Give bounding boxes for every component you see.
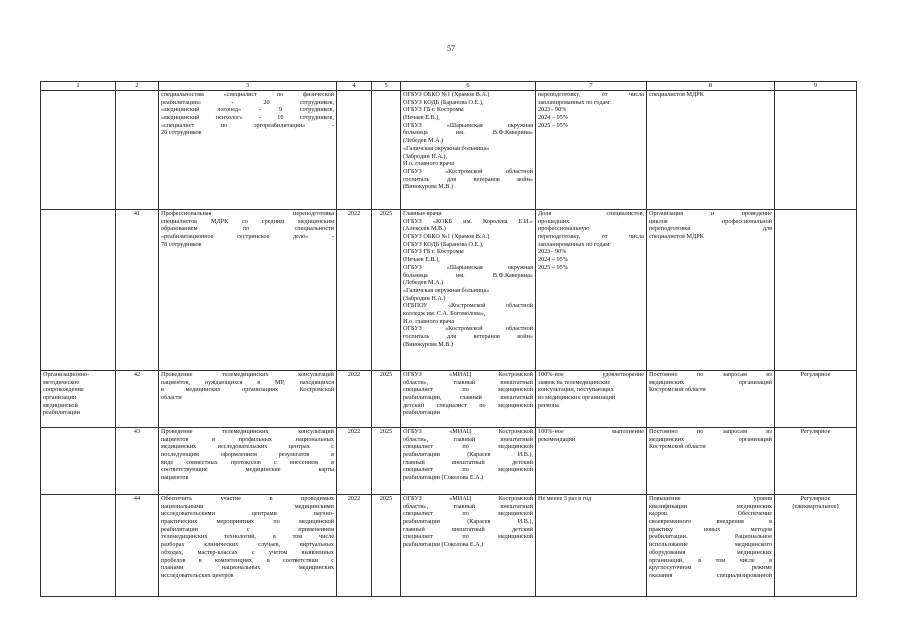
text-line: Не менее 3 раз в год (538, 495, 592, 502)
table-row (41, 371, 857, 428)
text-line: планами национальных медицинских (161, 564, 334, 572)
text-line: реабилитации, главный внештатный (403, 394, 533, 402)
indicator-cell (536, 91, 647, 210)
text-line: ОГБУЗ «МИАЦ Костромской (403, 428, 533, 435)
text-line: профессиональную (538, 225, 590, 233)
text-line: главный внештатный детский (403, 525, 533, 533)
text-line: реабилитации. Рациональное (649, 533, 772, 541)
text-line: из медицинских организаций (538, 394, 616, 402)
item-number-cell: 41 (116, 210, 159, 371)
text-line: организации (43, 394, 77, 402)
text-line: переподготовку, от числа (538, 91, 644, 98)
text-line: пациентов, нуждающихся в МР, находящихся (161, 378, 334, 386)
text-line: медицинской (43, 401, 78, 409)
text-line: специалист по медицинской (403, 510, 533, 518)
responsible-cell (401, 210, 536, 371)
text-line: медицинских организаций (649, 378, 772, 386)
text-line: госпиталь для ветеранов войн» (403, 175, 533, 183)
text-line: разборах клинических случаев, виртуальных (161, 541, 334, 549)
text-line: использование медицинского (649, 541, 772, 549)
area-cell (41, 210, 116, 371)
end-year-cell: 2025 (372, 495, 401, 597)
text-line: своевременного внедрения в (649, 518, 772, 526)
text-line: Обеспечить участие в проводимых (161, 495, 334, 502)
text-line: запланированных по годам: (538, 98, 611, 106)
text-line: Профессиональная переподготовка (161, 210, 334, 217)
text-line: последующим оформлением результатов в (161, 451, 334, 459)
item-number-cell: 44 (116, 495, 159, 597)
text-line: ОГБУЗ «Шарьинская окружная (403, 263, 533, 271)
start-year-cell: 2022 (337, 371, 372, 428)
text-line: Доля специалистов, (538, 210, 644, 217)
indicator-cell (536, 371, 647, 428)
text-line: ОГБУЗ «КОКБ им. Королева Е.И.» (403, 217, 533, 225)
header-cell: 6 (401, 82, 536, 91)
text-line: переподготовку, от числа (538, 233, 644, 241)
text-line: заявок на телемедицинские (538, 378, 611, 386)
text-line: «Галичская окружная больница» (403, 144, 490, 152)
text-line: Регулярное (800, 495, 831, 502)
text-line: пробелов в компетенциях, в соответствии с (161, 556, 334, 564)
text-line: «реабилитационное сестринское дело» - (161, 233, 334, 241)
frequency-cell (775, 91, 857, 210)
text-line: прошедших (538, 217, 570, 225)
text-line: главный внештатный детский (403, 458, 533, 466)
text-line: области», главный внештатный (403, 502, 533, 510)
start-year-cell (337, 91, 372, 210)
text-line: специалистов МДРК (649, 91, 704, 98)
text-line: Организация и проведение (649, 210, 772, 217)
responsible-cell (401, 495, 536, 597)
text-line: (ежеквартальное) (792, 502, 839, 510)
responsible-cell (401, 91, 536, 210)
text-line: специалист по медицинской (403, 466, 533, 474)
header-cell: 3 (159, 82, 337, 91)
text-line: 100%-ное выполнение (538, 428, 644, 435)
text-line: ОГБУЗ «Костромской областной (403, 167, 533, 175)
item-number-cell: 43 (116, 428, 159, 495)
activity-cell (159, 371, 337, 428)
text-line: оказания специализированной (649, 571, 772, 579)
text-line: (Винокурова М.В.) (403, 183, 454, 191)
result-cell (647, 210, 775, 371)
text-line: 2025 – 95% (538, 263, 568, 271)
text-line: (Забродин Н.А.) (403, 294, 446, 302)
text-line: 2023– 90% (538, 248, 567, 256)
text-line: циклов профессиональной (649, 217, 772, 225)
area-cell (41, 91, 116, 210)
text-line: (Алексеев М.В.) (403, 225, 446, 233)
page-number: 57 (447, 44, 455, 53)
table-row (41, 428, 857, 495)
text-line: ОГБУЗ ГБ г. Костромы (403, 106, 464, 114)
area-cell (41, 371, 116, 428)
header-cell: 8 (647, 82, 775, 91)
table-row (41, 210, 857, 371)
text-line: области», главный внештатный (403, 435, 533, 443)
text-line: обходах, мастер-классах с учетом выявленных (161, 548, 334, 556)
activity-cell (159, 210, 337, 371)
indicator-cell (536, 495, 647, 597)
text-line: (Нечаев Е.В.), (403, 256, 440, 264)
text-line: 20 сотрудников (161, 129, 202, 137)
item-number-cell (116, 91, 159, 210)
result-cell (647, 371, 775, 428)
text-line: реабилитации (Соколова Е.А.) (403, 474, 484, 482)
text-line: реабилитации (Соколова Е.А.) (403, 541, 484, 549)
text-line: ОГБУЗ ОБКО №1 (Храмов В.А.) (403, 233, 490, 241)
text-line: 2024 – 95% (538, 114, 568, 122)
header-cell: 5 (372, 82, 401, 91)
text-line: Постоянно по запросам из (649, 371, 772, 378)
text-line: Повышение уровня (649, 495, 772, 502)
header-cell: 1 (41, 82, 116, 91)
text-line: специальностям «специалист по физической (161, 91, 334, 98)
result-cell (647, 428, 775, 495)
text-line: реабилитации с применением (161, 525, 334, 533)
header-cell: 7 (536, 82, 647, 91)
frequency-cell: Регулярное (775, 428, 857, 495)
text-line: Костромской области (649, 443, 706, 451)
text-line: методическое (43, 378, 80, 386)
text-line: Проведение телемедицинских консультаций (161, 428, 334, 435)
text-line: виде совместных протоколов с внесением в (161, 458, 334, 466)
text-line: реабилитации (403, 409, 440, 417)
text-line: области», главный внештатный (403, 378, 533, 386)
text-line: ОГБУЗ «МИАЦ Костромской (403, 371, 533, 378)
text-line: телемедицинских технологий, в том числе (161, 533, 334, 541)
header-cell: 2 (116, 82, 159, 91)
result-cell (647, 91, 775, 210)
result-cell (647, 495, 775, 597)
text-line: ОГБУЗ «Костромской областной (403, 325, 533, 333)
text-line: (Забродин Н.А.), (403, 152, 448, 160)
end-year-cell (372, 91, 401, 210)
start-year-cell: 2022 (337, 495, 372, 597)
activity-cell (159, 495, 337, 597)
header-cell: 9 (775, 82, 857, 91)
start-year-cell: 2022 (337, 210, 372, 371)
text-line: реабилитации (43, 409, 80, 417)
activity-cell (159, 91, 337, 210)
text-line: консультации, поступающих (538, 386, 614, 394)
header-row (41, 82, 857, 91)
text-line: практику новых методов (649, 525, 772, 533)
text-line: больница им. В.Ф.Каверина» (403, 271, 533, 279)
text-line: Постоянно по запросам из (649, 428, 772, 435)
text-line: специалистов МДРК со средним медицинским (161, 217, 334, 225)
text-line: ОГБУЗ «Шарьинская окружная (403, 121, 533, 129)
table-row (41, 495, 857, 597)
text-line: области (161, 394, 182, 402)
text-line: исследовательских центров (161, 571, 234, 579)
text-line: И.о. главного врача (403, 317, 454, 325)
text-line: специалист по медицинской (403, 533, 533, 541)
frequency-cell: Регулярное (775, 371, 857, 428)
text-line: И.о. главного врача (403, 160, 454, 168)
text-line: Проведение телемедицинских консультаций (161, 371, 334, 378)
end-year-cell: 2025 (372, 371, 401, 428)
text-line: квалификации медицинских (649, 502, 772, 510)
text-line: национальными медицинскими (161, 502, 334, 510)
area-cell (41, 428, 116, 495)
item-number-cell: 42 (116, 371, 159, 428)
text-line: ОГБУЗ ОБКО №1 (Храмов В.А.) (403, 91, 490, 98)
text-line: (Лебедев М.А.) (403, 279, 444, 287)
frequency-cell (775, 495, 857, 597)
text-line: пациентов (161, 474, 189, 482)
text-line: ОГБУЗ КОДБ (Баранова О.Е.), (403, 98, 484, 106)
text-line: (Лебедев М.А.) (403, 137, 444, 145)
text-line: 78 сотрудников (161, 240, 202, 248)
text-line: организаций, в том числе в (649, 556, 772, 564)
text-line: реабилитации» - 20 сотрудников, (161, 98, 334, 106)
text-line: оборудования медицинских (649, 548, 772, 556)
activity-cell (159, 428, 337, 495)
text-line: специалистов МДРК (649, 233, 704, 241)
text-line: «медицинский логопед» - 9 сотрудников, (161, 106, 334, 114)
start-year-cell: 2022 (337, 428, 372, 495)
text-line: ОГБПОУ «Костромской областной (403, 302, 533, 310)
text-line: ОГБУЗ ГБ г. Костромы (403, 248, 464, 256)
text-line: соответствующие медицинские карты (161, 466, 334, 474)
responsible-cell (401, 371, 536, 428)
table-row (41, 91, 857, 210)
area-cell (41, 495, 116, 597)
text-line: переподготовки для (649, 225, 772, 233)
text-line: исследовательскими центрами научно- (161, 510, 334, 518)
plan-table (40, 81, 857, 597)
text-line: 2023– 90% (538, 106, 567, 114)
frequency-cell (775, 210, 857, 371)
text-line: медицинских исследовательских центрах с (161, 443, 334, 451)
header-cell: 4 (337, 82, 372, 91)
text-line: колледж им. С.А. Богомолова», (403, 309, 486, 317)
text-line: образованием по специальности (161, 225, 334, 233)
text-line: ОГБУЗ КОДБ (Баранова О.Е.), (403, 240, 484, 248)
text-line: реабилитации (Карасев И.В.), (403, 518, 533, 526)
text-line: Главные врачи (403, 210, 442, 217)
text-line: круглосуточном режиме (649, 564, 772, 572)
text-line: 2025 – 95% (538, 121, 568, 129)
text-line: больница им. В.Ф.Каверина» (403, 129, 533, 137)
text-line: «специалист по эргореабилитации» - (161, 121, 334, 129)
text-line: реабилитации (Карасев И.В.), (403, 451, 533, 459)
text-line: 2024 – 95% (538, 256, 568, 264)
text-line: (Винокурова М.В.) (403, 340, 454, 348)
text-line: запланированных по годам: (538, 240, 611, 248)
text-line: кадров. Обеспечение (649, 510, 772, 518)
indicator-cell (536, 210, 647, 371)
text-line: «медицинский психолог» - 10 сотрудников, (161, 114, 334, 122)
text-line: детский специалист по медицинской (403, 401, 533, 409)
text-line: госпиталь для ветеранов войн» (403, 333, 533, 340)
text-line: практических мероприятиях по медицинской (161, 518, 334, 526)
indicator-cell (536, 428, 647, 495)
text-line: пациентов в профильных национальных (161, 435, 334, 443)
text-line: ОГБУЗ «МИАЦ Костромской (403, 495, 533, 502)
text-line: рекомендаций (538, 435, 576, 443)
text-line: специалист по медицинской (403, 443, 533, 451)
text-line: медицинских организаций (649, 435, 772, 443)
text-line: Костромской области (649, 386, 706, 394)
responsible-cell (401, 428, 536, 495)
text-line: в медицинских организациях Костромской (161, 386, 334, 394)
text-line: «Галичская окружная больница» (403, 286, 490, 294)
text-line: региона (538, 401, 559, 409)
text-line: специалист по медицинской (403, 386, 533, 394)
text-line: Организационно- (43, 371, 90, 378)
text-line: сопровождение (43, 386, 84, 394)
text-line: 100%-ное удовлетворение (538, 371, 644, 378)
text-line: (Нечаев Е.В.), (403, 114, 440, 122)
end-year-cell: 2025 (372, 210, 401, 371)
end-year-cell: 2025 (372, 428, 401, 495)
